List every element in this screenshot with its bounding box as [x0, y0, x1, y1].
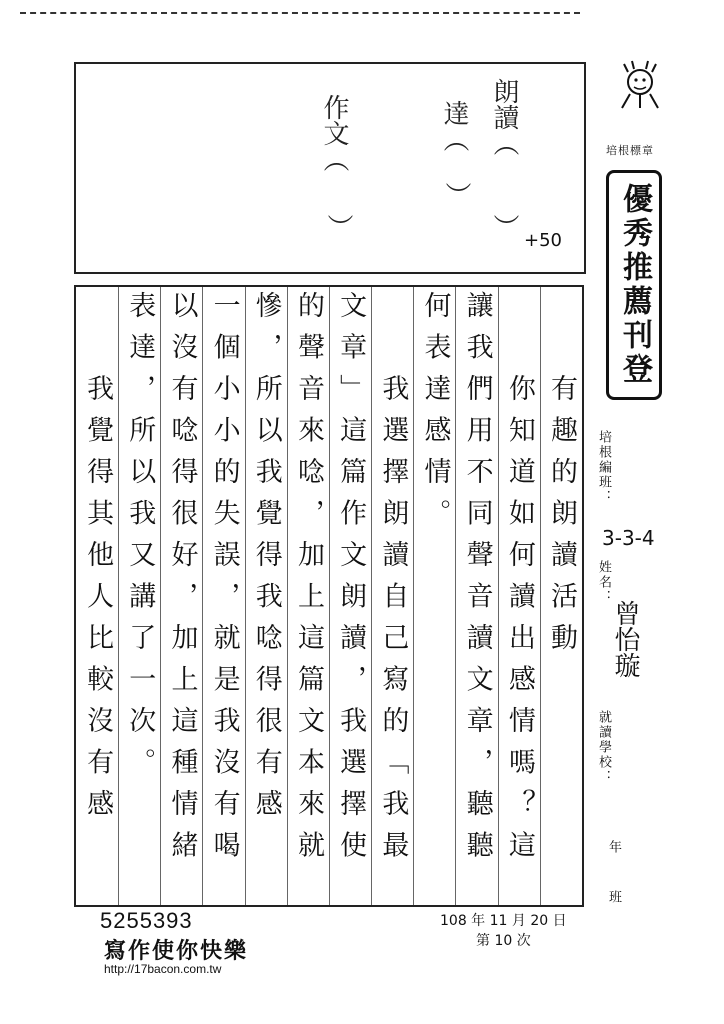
essay-column: 一個小小的失誤，就是我沒有喝 — [202, 287, 244, 905]
bacon-logo-icon — [612, 60, 668, 110]
footer-slogan: 寫作使你快樂 — [104, 938, 249, 964]
compose-comment: 作文（ — [319, 94, 349, 172]
footer-url: http://17bacon.com.tw — [104, 962, 222, 976]
recommend-stamp: 優秀推薦刊登 — [606, 170, 662, 400]
essay-column: 有趣的朗讀活動 — [540, 287, 582, 905]
name-label: 姓名： — [596, 560, 611, 605]
compose-comment-close: ） — [323, 214, 353, 240]
date-stamp: 108 年 11 月 20 日 — [440, 913, 567, 929]
essay-column: 以沒有唸得很好，加上這種情緒 — [160, 287, 202, 905]
read-comment: 朗讀（ — [489, 78, 519, 156]
essay-grid — [74, 285, 584, 907]
essay-column: 我覺得其他人比較沒有感 — [82, 374, 114, 831]
essay-column: 你知道如何讀出感情嗎？這 — [498, 287, 540, 905]
read-comment-close: ） — [489, 214, 519, 240]
essay-column: 的聲音來唸，加上這篇文本來就 — [287, 287, 329, 905]
essay-column: 何表達感情。 — [413, 287, 455, 905]
essay-column: 表達，所以我又講了一次。 — [118, 287, 160, 905]
class-value: 3-3-4 — [602, 526, 655, 550]
essay-column: 文章」這篇作文朗讀，我選擇使 — [329, 287, 371, 905]
sidebar — [592, 60, 716, 960]
barcode-number: 5255393 — [100, 908, 193, 933]
classroom-label: 班 — [606, 890, 621, 905]
class-label: 培根編班： — [596, 430, 611, 505]
essay-column: 慘，所以我覺得我唸得很有感 — [245, 287, 287, 905]
year-label: 年 — [606, 840, 621, 855]
top-dashed-rule — [20, 12, 580, 14]
name-value: 曾怡璇 — [610, 600, 640, 678]
attempt-count: 第 10 次 — [476, 933, 531, 949]
essay-column: 我選擇朗讀自己寫的「我最 — [371, 287, 413, 905]
score-mark: +50 — [524, 230, 562, 251]
express-comment-close: ） — [441, 182, 471, 208]
essay-column: 讓我們用不同聲音讀文章，聽聽 — [455, 287, 497, 905]
teacher-comment-box — [74, 62, 586, 274]
school-label: 就讀學校： — [596, 710, 611, 785]
logo-label: 培根標章 — [606, 144, 654, 157]
express-comment: 達（ — [439, 100, 469, 152]
